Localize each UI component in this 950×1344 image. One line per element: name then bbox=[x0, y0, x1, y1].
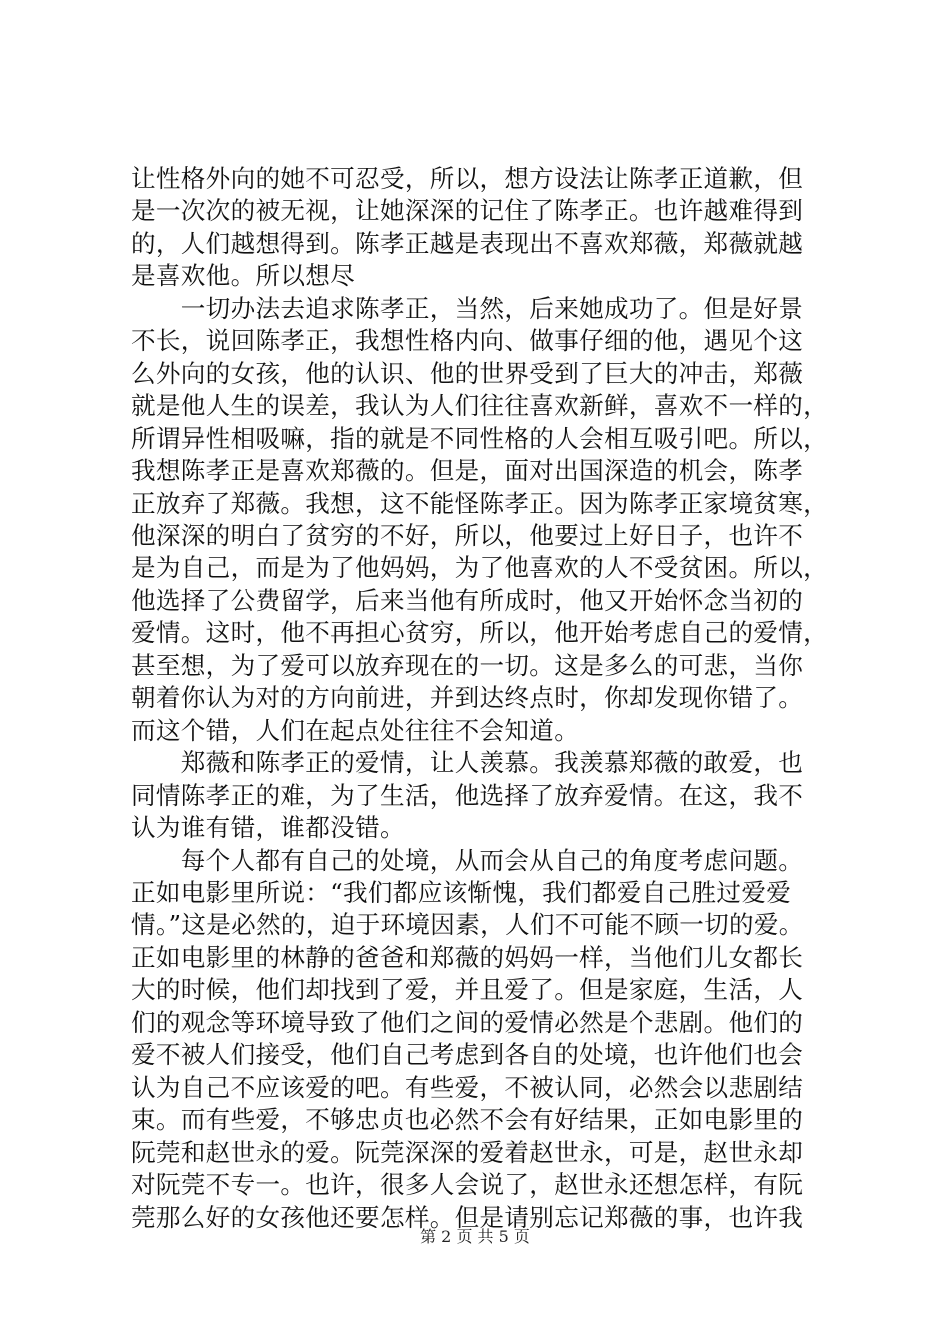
page-number-footer: 第 2 页 共 5 页 bbox=[420, 1227, 530, 1246]
text-line: 正如电影里的林静的爸爸和郑薇的妈妈一样，当他们儿女都长 bbox=[131, 942, 804, 972]
text-line: 阮莞和赵世永的爱。阮莞深深的爱着赵世永，可是，赵世永却 bbox=[131, 1137, 804, 1167]
text-line: 的，人们越想得到。陈孝正越是表现出不喜欢郑薇，郑薇就越 bbox=[131, 228, 804, 258]
text-line: 他深深的明白了贫穷的不好，所以，他要过上好日子，也许不 bbox=[131, 520, 804, 550]
text-line: 情。”这是必然的，迫于环境因素，人们不可能不顾一切的爱。 bbox=[131, 910, 804, 940]
text-line: 不长，说回陈孝正，我想性格内向、做事仔细的他，遇见个这 bbox=[131, 326, 804, 356]
text-line: 而这个错，人们在起点处往往不会知道。 bbox=[131, 715, 580, 745]
text-line: 们的观念等环境导致了他们之间的爱情必然是个悲剧。他们的 bbox=[131, 1007, 804, 1037]
text-line: 么外向的女孩，他的认识、他的世界受到了巨大的冲击，郑薇 bbox=[131, 358, 804, 388]
text-line: 爱情。这时，他不再担心贫穷，所以，他开始考虑自己的爱情， bbox=[131, 618, 829, 648]
text-line: 是喜欢他。所以想尽 bbox=[131, 261, 356, 291]
text-line: 正放弃了郑薇。我想，这不能怪陈孝正。因为陈孝正家境贫寒， bbox=[131, 488, 829, 518]
text-line: 同情陈孝正的难，为了生活，他选择了放弃爱情。在这，我不 bbox=[131, 780, 804, 810]
text-line: 朝着你认为对的方向前进，并到达终点时，你却发现你错了。 bbox=[131, 683, 804, 713]
text-line: 认为自己不应该爱的吧。有些爱，不被认同，必然会以悲剧结 bbox=[131, 1072, 804, 1102]
text-line: 郑薇和陈孝正的爱情，让人羡慕。我羡慕郑薇的敢爱，也 bbox=[131, 748, 804, 778]
document-body bbox=[131, 163, 831, 1234]
text-line: 认为谁有错，谁都没错。 bbox=[131, 813, 405, 843]
text-line: 所谓异性相吸嘛，指的就是不同性格的人会相互吸引吧。所以， bbox=[131, 423, 829, 453]
text-line: 他选择了公费留学，后来当他有所成时，他又开始怀念当初的 bbox=[131, 585, 804, 615]
text-line: 让性格外向的她不可忍受，所以，想方设法让陈孝正道歉，但 bbox=[131, 164, 804, 193]
text-line: 每个人都有自己的处境，从而会从自己的角度考虑问题。 bbox=[131, 845, 804, 875]
text-line: 是一次次的被无视，让她深深的记住了陈孝正。也许越难得到 bbox=[131, 196, 804, 226]
text-line: 爱不被人们接受，他们自己考虑到各自的处境，也许他们也会 bbox=[131, 1040, 804, 1070]
text-line: 大的时候，他们却找到了爱，并且爱了。但是家庭，生活，人 bbox=[131, 975, 804, 1005]
text-line: 对阮莞不专一。也许，很多人会说了，赵世永还想怎样，有阮 bbox=[131, 1170, 804, 1200]
text-line: 莞那么好的女孩他还要怎样。但是请别忘记郑薇的事，也许我 bbox=[131, 1202, 804, 1232]
text-line: 一切办法去追求陈孝正，当然，后来她成功了。但是好景 bbox=[131, 293, 804, 323]
text-line: 是为自己，而是为了他妈妈，为了他喜欢的人不受贫困。所以， bbox=[131, 553, 829, 583]
text-line: 甚至想，为了爱可以放弃现在的一切。这是多么的可悲，当你 bbox=[131, 650, 804, 680]
text-line: 束。而有些爱，不够忠贞也必然不会有好结果，正如电影里的 bbox=[131, 1105, 804, 1135]
text-line: 就是他人生的误差，我认为人们往往喜欢新鲜，喜欢不一样的， bbox=[131, 391, 829, 421]
text-line: 我想陈孝正是喜欢郑薇的。但是，面对出国深造的机会，陈孝 bbox=[131, 456, 804, 486]
text-line: 正如电影里所说：“我们都应该惭愧，我们都爱自己胜过爱爱 bbox=[131, 877, 792, 907]
